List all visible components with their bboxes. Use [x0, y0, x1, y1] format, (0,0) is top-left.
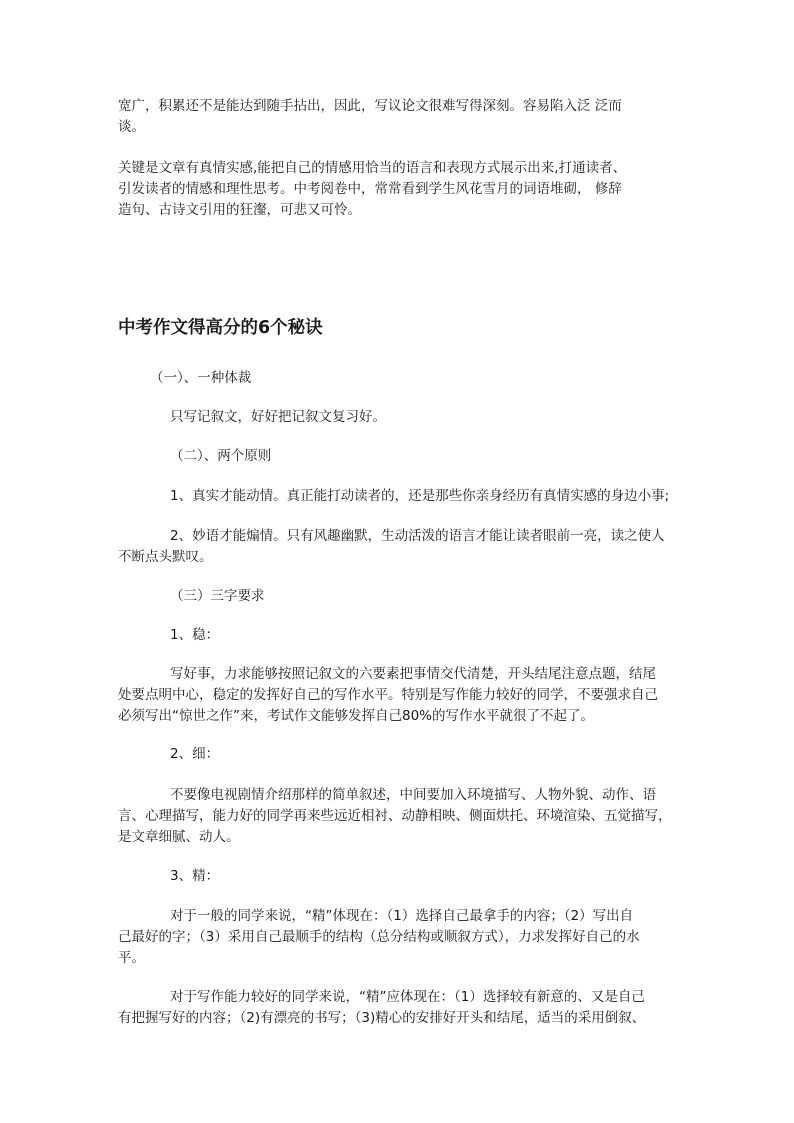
text-line: 宽广，积累还不是能达到随手拈出，因此，写议论文很难写得深刻。容易陷入泛 泛而	[118, 98, 622, 114]
section-3-3-text-2	[118, 987, 680, 1029]
text-line: 引发读者的情感和理性思考。中考阅卷中，常常看到学生风花雪月的词语堆砌， 修辞	[118, 181, 622, 197]
section-3-2-heading	[170, 744, 680, 765]
text-line: 有把握写好的内容；（2)有漂亮的书写；（3)精心的安排好开头和结尾，适当的采用倒叙、	[118, 1010, 646, 1026]
text-line: 不要像电视剧情介绍那样的简单叙述，中间要加入环境描写、人物外貌、动作、语	[170, 787, 656, 803]
heading-text: 1、稳：	[170, 627, 220, 643]
text-line: 造句、古诗文引用的狂瀣，可悲又可怜。	[118, 202, 361, 218]
section-2-principle-1	[170, 486, 682, 507]
text-line: 己最好的字；（3）采用自己最顺手的结构（总分结构或顺叙方式），力求发挥好自己的水	[118, 929, 640, 945]
text-line: 写好事，力求能够按照记叙文的六要素把事情交代清楚，开头结尾注意点题，结尾	[170, 666, 656, 682]
heading-text: （二）、两个原则	[170, 448, 272, 464]
text-line: 平。	[118, 950, 145, 966]
heading-text: （三）三字要求	[170, 588, 265, 604]
text-line: 2、妙语才能煽情。只有风趣幽默，生动活泼的语言才能让读者眼前一亮，读之使人	[170, 528, 665, 544]
text-line: 对于一般的同学来说，“精”体现在：（1）选择自己最拿手的内容；（2）写出自	[170, 908, 634, 924]
text-line: 是文章细腻、动人。	[118, 829, 240, 845]
text-line: 处要点明中心，稳定的发挥好自己的写作水平。特别是写作能力较好的同学，不要强求自己	[118, 687, 658, 703]
section-2-principle-2	[118, 526, 680, 568]
text-line: 谈。	[118, 119, 145, 135]
heading-text: 3、精：	[170, 868, 220, 884]
section-3-heading	[170, 586, 680, 607]
text-line: 1、真实才能动情。真正能打动读者的，还是那些你亲身经历有真情实感的身边小事;	[170, 488, 670, 504]
section-3-1-heading	[170, 625, 680, 646]
section-3-2-text	[118, 785, 680, 848]
intro-paragraph-1	[118, 96, 680, 138]
text-line: 不断点头默叹。	[118, 549, 213, 565]
intro-paragraph-2	[118, 158, 680, 221]
text-line: 只写记叙文，好好把记叙文复习好。	[170, 409, 386, 425]
article-title: 中考作文得高分的6个秘诀	[118, 318, 323, 338]
text-line: 言、心理描写，能力好的同学再来些远近相衬、动静相映、侧面烘托、环境渲染、五觉描写，	[118, 808, 672, 824]
heading-text: 2、细：	[170, 746, 220, 762]
text-line: 对于写作能力较好的同学来说，“精”应体现在：（1）选择较有新意的、又是自己	[170, 989, 645, 1005]
section-1-heading	[150, 368, 712, 389]
section-3-3-heading	[170, 866, 680, 887]
heading-text: （一）、一种体裁	[150, 370, 252, 386]
section-2-heading	[170, 446, 680, 467]
section-3-1-text	[118, 664, 680, 727]
text-line: 关键是文章有真情实感,能把自己的情感用恰当的语言和表现方式展示出来,打通读者、	[118, 160, 627, 176]
section-3-3-text-1	[118, 906, 680, 969]
section-1-text	[170, 407, 680, 428]
text-line: 必须写出“惊世之作”来，考试作文能够发挥自己80%的写作水平就很了不起了。	[118, 708, 594, 724]
